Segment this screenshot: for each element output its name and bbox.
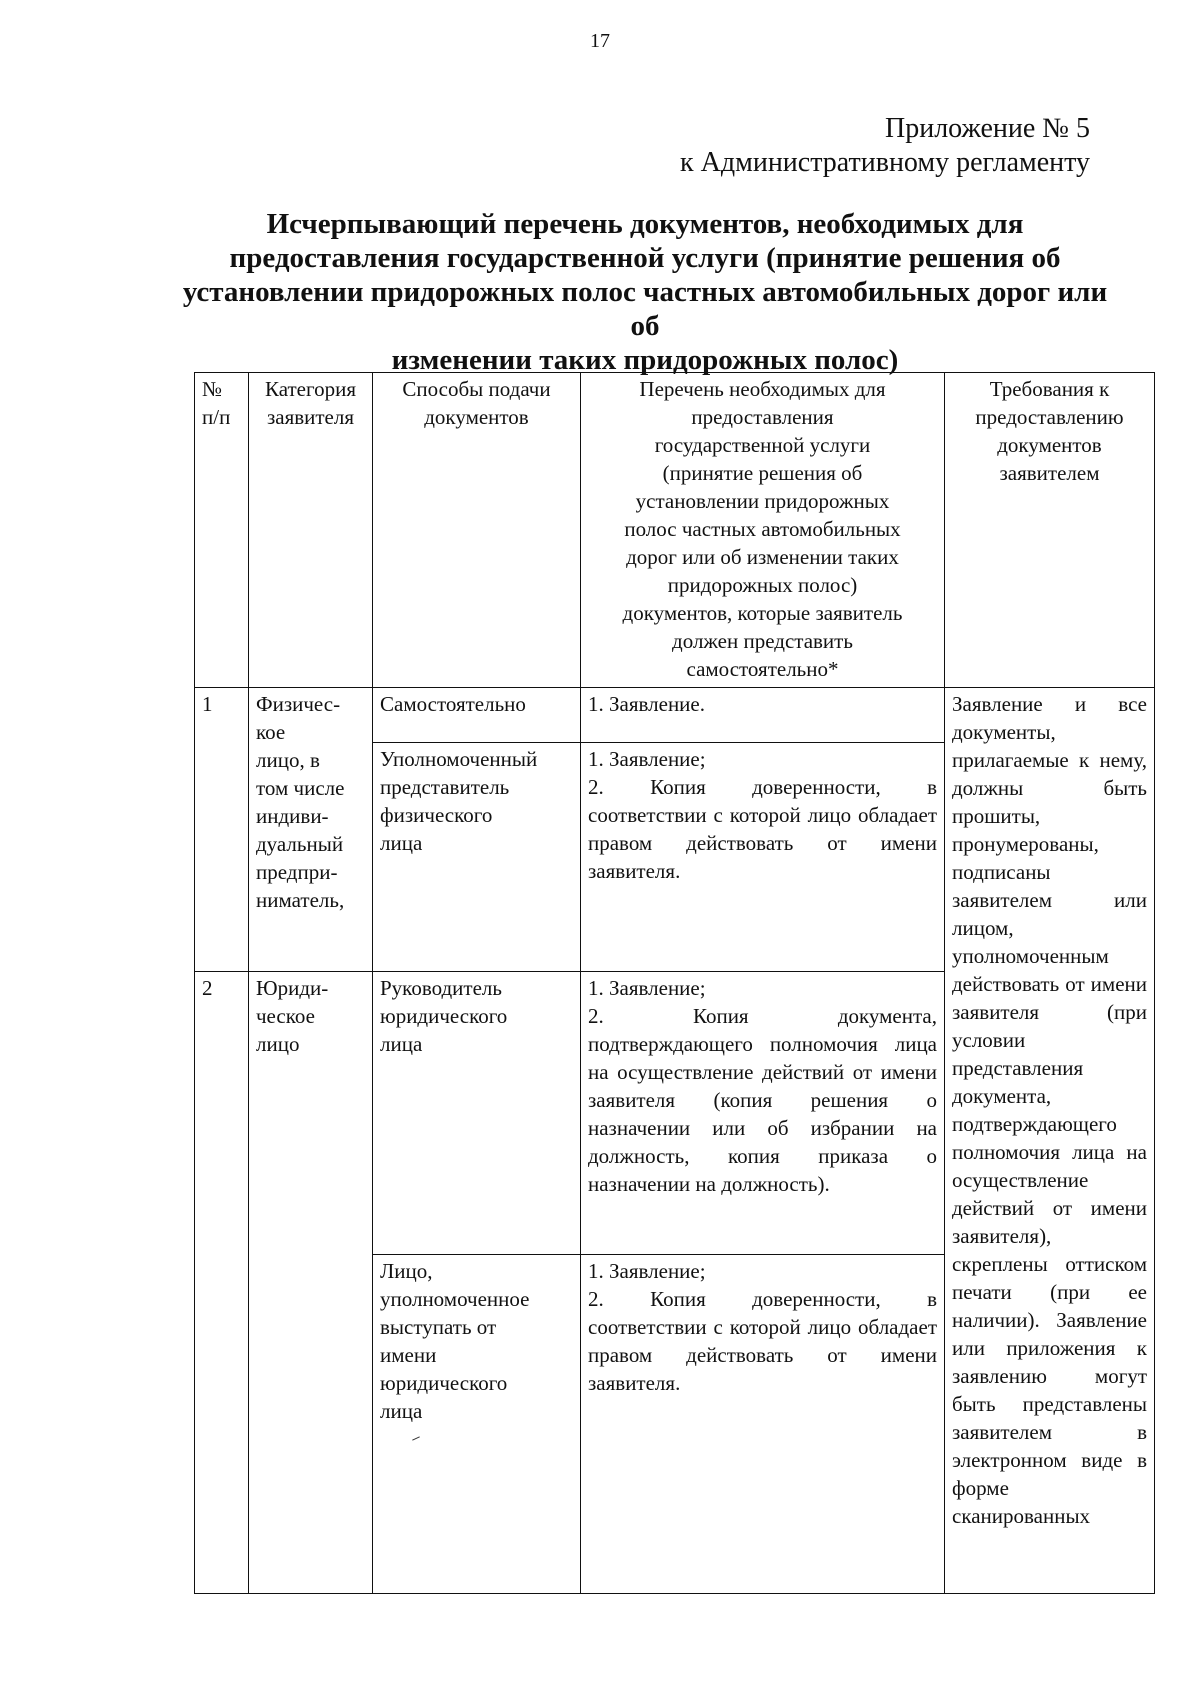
row1-method-self: Самостоятельно [373, 688, 581, 743]
title-line-2: предоставления государственной услуги (принятие решения об [229, 242, 1061, 274]
documents-table [194, 372, 1155, 1594]
row2-method-head: Руководитель юридического лица [373, 972, 581, 1255]
requirements-cell: Заявление и все документы, прилагаемые к нему, должны быть прошиты, пронумерованы, подписаны заявителем или лицом, уполномоченным действовать от имени заявителя (при условии представления документа, подтверждающего полномочия лица на осуществление действий от имени заявителя), скреплены оттиском печати (при ее наличии). Заявление или приложения к заявлению могут быть представлены заявителем в электронном виде в форме сканированных [945, 688, 1155, 1594]
row1-docs-representative: 1. Заявление; 2. Копия доверенности, в соответствии с которой лицо обладает правом действовать от имени заявителя. [581, 743, 945, 972]
appendix-line-2: к Административному регламенту [680, 147, 1090, 178]
row1-number: 1 [195, 688, 249, 972]
header-requirements: Требования к предоставлению документов заявителем [945, 373, 1155, 688]
row2-method-authorized: Лицо, уполномоченное выступать от имени юридического лица [373, 1255, 581, 1594]
row1-docs-self: 1. Заявление. [581, 688, 945, 743]
header-category: Категория заявителя [249, 373, 373, 688]
header-documents: Перечень необходимых для предоставления государственной услуги (принятие решения об установлении придорожных полос частных автомобильных дорог или об изменении таких придорожных полос) документов, которые заявитель должен представить самостоятельно* [581, 373, 945, 688]
title-line-1: Исчерпывающий перечень документов, необходимых для [266, 208, 1024, 240]
row2-docs-head: 1. Заявление; 2. Копия документа, подтверждающего полномочия лица на осуществление действий от имени заявителя (копия решения о назначении или об избрании на должность, копия приказа о назначении на должность). [581, 972, 945, 1255]
table-header-row [195, 373, 1155, 688]
row1-method-representative: Уполномоченный представитель физического лица [373, 743, 581, 972]
row2-number: 2 [195, 972, 249, 1594]
appendix-line-1: Приложение № 5 [885, 113, 1090, 144]
title-line-4: изменении таких придорожных полос) [391, 344, 899, 376]
row1-category: Физичес- кое лицо, в том числе индиви- дуальный предпри- ниматель, [249, 688, 373, 972]
header-methods: Способы подачи документов [373, 373, 581, 688]
table-row [195, 688, 1155, 743]
row2-docs-authorized: 1. Заявление; 2. Копия доверенности, в соответствии с которой лицо обладает правом действовать от имени заявителя. [581, 1255, 945, 1594]
appendix-caption [680, 112, 1090, 180]
row2-category: Юриди- ческое лицо [249, 972, 373, 1594]
header-number: № п/п [195, 373, 249, 688]
document-title [180, 207, 1110, 377]
page-number: 17 [590, 30, 610, 52]
title-line-3: установлении придорожных полос частных автомобильных дорог или об [182, 276, 1108, 342]
